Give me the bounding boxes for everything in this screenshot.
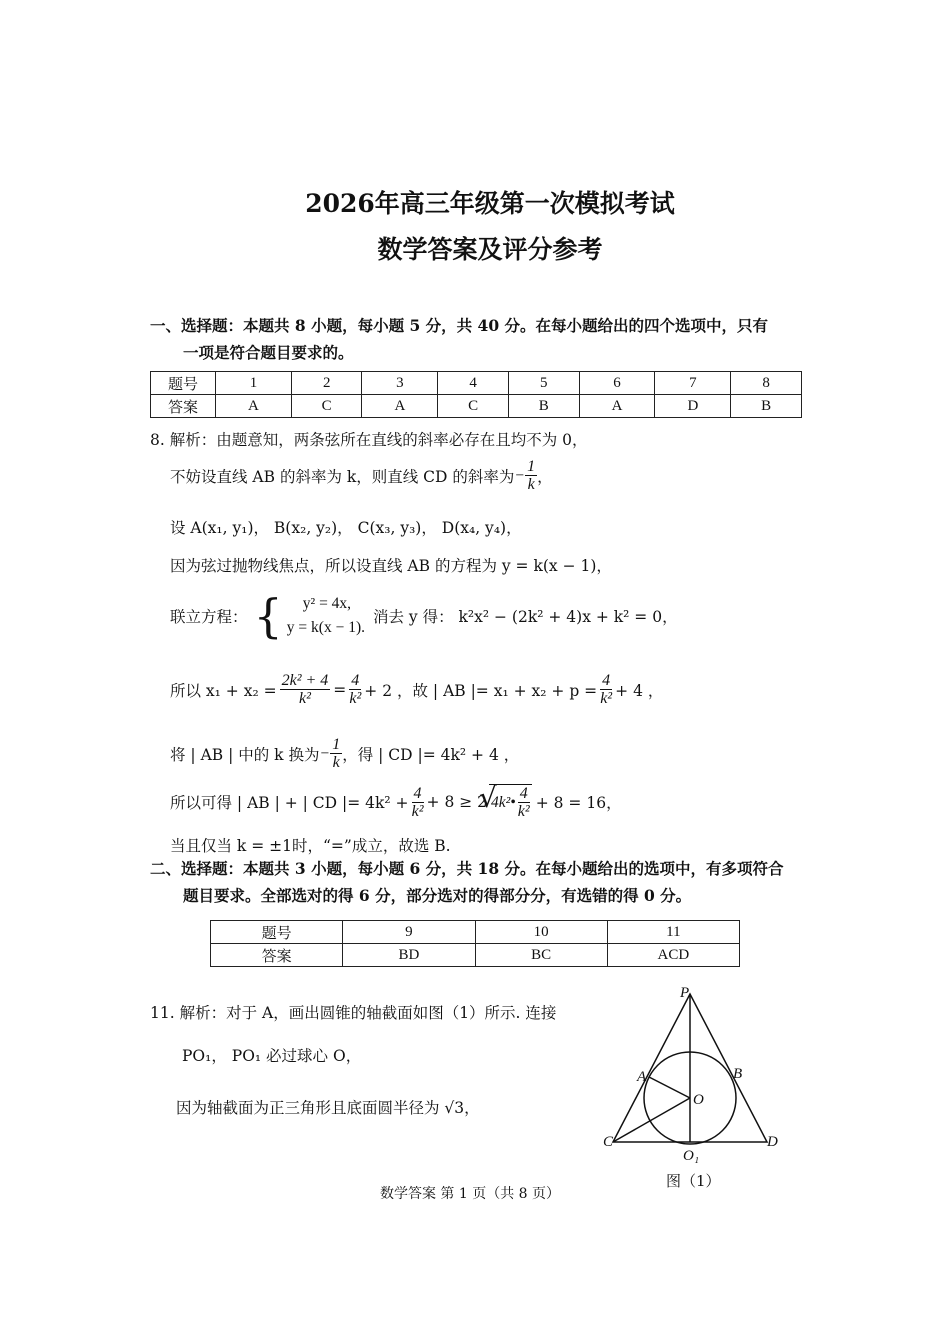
q8-line-8-mid: + 8 ≥ 2 (426, 793, 488, 811)
figure-caption: 图（1） (666, 1172, 721, 1190)
fraction-denominator: k² (600, 690, 613, 707)
fraction-numerator: 1 (527, 458, 536, 475)
q8-line-8-prefix: 所以可得 | AB | + | CD |= 4k² + (170, 794, 409, 812)
table-cell: A (362, 395, 438, 418)
table-cell: 4 (438, 372, 509, 395)
table-cell: B (731, 395, 802, 418)
section1-heading (150, 312, 768, 366)
table-cell: 9 (343, 921, 475, 944)
q8-line-5 (170, 589, 678, 643)
equation-system (287, 592, 365, 640)
fraction (600, 672, 612, 707)
fraction-denominator: k² (411, 802, 424, 820)
q8-line-2 (170, 458, 553, 493)
q8-line-6-mid: + 2 ，故 | AB |= x₁ + x₂ + p = (364, 681, 598, 700)
table-row-answers (151, 395, 802, 418)
radical-icon: √ (479, 781, 497, 814)
q8-line-3: 设 A(x₁, y₁)， B(x₂, y₂)， C(x₃, y₃)， D(x₄, y₄)， (170, 519, 522, 537)
root-inner: 4k²• (491, 793, 516, 811)
fraction (330, 736, 342, 771)
cone-axial-section-figure (595, 980, 795, 1170)
table-cell: 8 (731, 372, 802, 395)
page-subtitle: 数学答案及评分参考 (377, 235, 603, 264)
fraction (349, 672, 361, 707)
q8-line-2-text: 不妨设直线 AB 的斜率为 k，则直线 CD 的斜率为 (170, 467, 515, 486)
minus-sign: − (320, 744, 330, 762)
fraction-numerator: 4 (519, 785, 528, 802)
fraction-denominator: k (332, 754, 340, 771)
table-cell: 2 (291, 372, 362, 395)
fraction-denominator: k² (517, 803, 530, 820)
fraction-denominator: k² (349, 690, 362, 707)
q8-line-7 (170, 736, 519, 771)
table-row-numbers (151, 372, 802, 395)
label-c: C (603, 1134, 614, 1150)
fraction-numerator: 4 (413, 784, 422, 802)
q11-line-3: 因为轴截面为正三角形且底面圆半径为 √3， (176, 1099, 480, 1117)
q8-line-6 (170, 672, 663, 707)
table-cell: BD (343, 944, 475, 967)
q8-line-4: 因为弦过抛物线焦点，所以设直线 AB 的方程为 y = k(x − 1)， (170, 557, 612, 575)
table-cell: 1 (216, 372, 292, 395)
table-cell: 6 (579, 372, 655, 395)
label-p: P (680, 985, 690, 1001)
q8-line-9: 当且仅当 k = ±1时，“=”成立，故选 B. (170, 837, 451, 855)
q8-line-5-prefix: 联立方程： (170, 608, 248, 626)
label-a: A (637, 1069, 647, 1085)
q8-line-6-prefix: 所以 x₁ + x₂ = (170, 681, 277, 700)
row-label-answer: 答案 (211, 944, 343, 967)
q8-line-7-suffix: ，得 | CD |= 4k² + 4 ， (342, 745, 520, 764)
table-cell: C (438, 395, 509, 418)
label-o1: O₁ (683, 1148, 700, 1164)
equation-2: y = k(x − 1). (286, 619, 365, 636)
fraction (280, 672, 331, 707)
answer-table-1 (150, 371, 802, 418)
label-d: D (767, 1134, 778, 1150)
label-b: B (733, 1066, 743, 1082)
row-label-number: 题号 (151, 372, 216, 395)
table-cell: ACD (607, 944, 739, 967)
minus-sign: − (515, 466, 525, 484)
table-cell: 3 (362, 372, 438, 395)
section2-heading (150, 855, 784, 909)
table-row-numbers (211, 921, 740, 944)
table-cell: D (655, 395, 731, 418)
q11-line-2: PO₁， PO₁ 必过球心 O， (182, 1047, 362, 1065)
fraction (525, 458, 537, 493)
table-cell: A (216, 395, 292, 418)
q8-line-8 (170, 781, 622, 820)
segment-ao (649, 1077, 690, 1098)
table-cell: A (579, 395, 655, 418)
row-label-number: 题号 (211, 921, 343, 944)
page-title: 2026年高三年级第一次模拟考试 (305, 189, 675, 218)
table-row-answers (211, 944, 740, 967)
fraction-denominator: k² (298, 690, 311, 707)
q8-line-8-suffix: + 8 = 16， (535, 794, 622, 812)
square-root (479, 781, 532, 820)
fraction-numerator: 4 (351, 672, 360, 689)
fraction (518, 785, 530, 820)
fraction-numerator: 2k² + 4 (281, 672, 329, 689)
table-cell: BC (475, 944, 607, 967)
section1-heading-line2: 一项是符合题目要求的。 (183, 343, 354, 362)
fraction-numerator: 4 (602, 672, 611, 689)
table-cell: 11 (607, 921, 739, 944)
label-o: O (693, 1092, 704, 1108)
comma: ， (537, 467, 553, 486)
page-footer: 数学答案 第 1 页（共 8 页） (379, 1186, 561, 1202)
row-label-answer: 答案 (151, 395, 216, 418)
table-cell: 5 (508, 372, 579, 395)
table-cell: 7 (655, 372, 731, 395)
left-brace: { (253, 589, 283, 643)
q8-line-1: 8. 解析：由题意知，两条弦所在直线的斜率必存在且均不为 0， (150, 431, 588, 449)
answer-table-2 (210, 920, 740, 967)
fraction-numerator: 1 (332, 736, 341, 753)
table-cell: 10 (475, 921, 607, 944)
q11-line-1: 11. 解析：对于 A，画出圆锥的轴截面如图（1）所示. 连接 (150, 1004, 557, 1022)
section2-heading-line2: 题目要求。全部选对的得 6 分，部分选对的得部分分，有选错的得 0 分。 (183, 886, 692, 905)
q8-line-6-suffix: + 4 ， (615, 681, 664, 700)
equation-1: y² = 4x, (302, 595, 352, 612)
section2-heading-line1: 二、选择题：本题共 3 小题，每小题 6 分，共 18 分。在每小题给出的选项中，有多项符合 (150, 859, 784, 878)
fraction (412, 785, 424, 820)
q8-line-7-prefix: 将 | AB | 中的 k 换为 (170, 745, 320, 764)
table-cell: C (291, 395, 362, 418)
equals-sign: = (333, 680, 347, 699)
fraction-denominator: k (527, 476, 535, 493)
q8-line-5-suffix: 消去 y 得： k²x² − (2k² + 4)x + k² = 0， (372, 608, 678, 626)
table-cell: B (508, 395, 579, 418)
section1-heading-line1: 一、选择题：本题共 8 小题，每小题 5 分，共 40 分。在每小题给出的四个选项中，只有 (150, 316, 769, 335)
